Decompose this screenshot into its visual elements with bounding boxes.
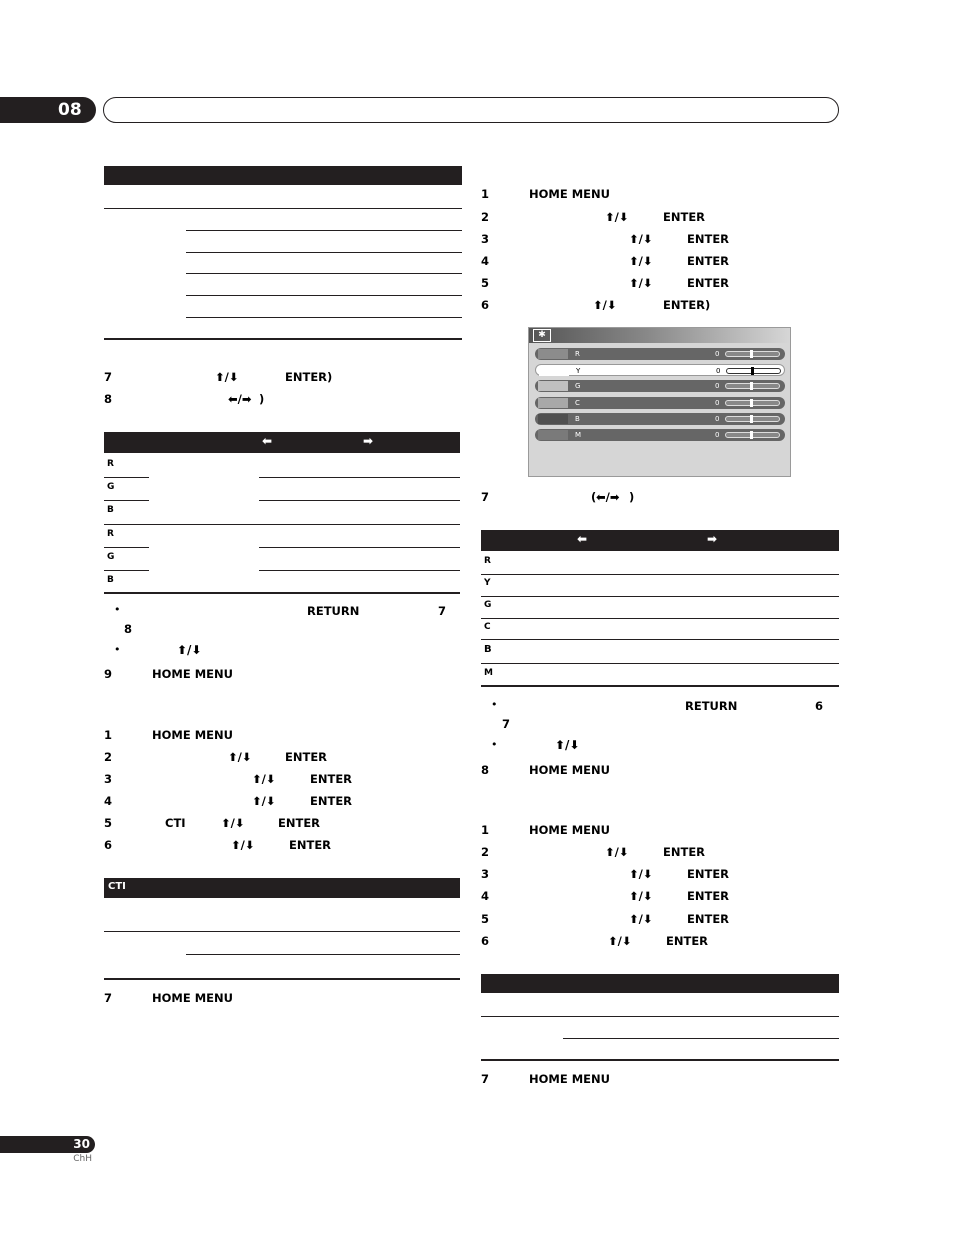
step-8: 8 HOME MENU: [481, 763, 610, 777]
osd-row-label: G: [575, 382, 581, 390]
step-6: 6 ⬆/⬇ ENTER: [481, 934, 709, 948]
right-table-row-label: B: [484, 644, 492, 655]
step-2: 2 ⬆/⬇ ENTER: [481, 845, 706, 859]
home-menu-key: HOME MENU: [152, 991, 233, 1005]
enter-key: ENTER: [663, 845, 706, 859]
home-menu-key: HOME MENU: [529, 763, 610, 777]
table2-divider: [104, 547, 149, 548]
enter-key: ENTER: [687, 276, 730, 290]
step-2: 2 ⬆/⬇ ENTER: [104, 750, 328, 764]
osd-slider[interactable]: [725, 400, 780, 406]
step-7: 7 HOME MENU: [481, 1072, 610, 1086]
right-arrow-icon: ➡: [707, 532, 718, 546]
table2-row-label: G: [107, 552, 115, 562]
right-table2-bottom-rule: [481, 1059, 839, 1061]
color-swatch: [538, 349, 568, 359]
up-down-arrows-icon: ⬆/⬇: [231, 838, 255, 852]
up-down-arrows-icon: ⬆/⬇: [629, 254, 653, 268]
home-menu-key: HOME MENU: [152, 667, 233, 681]
table2-row-label: B: [107, 505, 114, 515]
table2-bottom-rule: [104, 592, 460, 594]
table2-divider: [104, 500, 149, 501]
osd-row-y[interactable]: [535, 364, 785, 376]
step-5: 5 CTI ⬆/⬇ ENTER: [104, 816, 321, 830]
osd-title-bar: [529, 328, 790, 343]
up-down-arrows-icon: ⬆/⬇: [221, 816, 245, 830]
cti-table-header: CTI: [104, 878, 460, 898]
table1-divider: [104, 208, 462, 209]
enter-key: ENTER: [663, 210, 706, 224]
note-step-ref: 7: [438, 604, 447, 618]
up-down-arrows-icon: ⬆/⬇: [555, 738, 580, 752]
up-down-arrows-icon: ⬆/⬇: [252, 794, 276, 808]
osd-row-label: B: [575, 415, 580, 423]
left-arrow-icon: ⬅: [577, 532, 588, 546]
enter-key: ENTER): [663, 298, 711, 312]
chapter-title-bar: [103, 97, 839, 123]
bullet: •: [114, 603, 121, 616]
step-3: 3 ⬆/⬇ ENTER: [481, 232, 730, 246]
return-key: RETURN: [307, 604, 360, 618]
osd-slider[interactable]: [725, 416, 780, 422]
return-key: RETURN: [685, 699, 738, 713]
enter-key: ENTER: [666, 934, 709, 948]
settings-icon: ✱: [533, 329, 551, 342]
step-4: 4 ⬆/⬇ ENTER: [481, 889, 730, 903]
slider-knob[interactable]: [750, 399, 753, 407]
enter-key: ENTER: [310, 772, 353, 786]
slider-knob[interactable]: [750, 350, 753, 358]
step-6: 6 ⬆/⬇ ENTER): [481, 298, 711, 312]
right-table-row-label: M: [484, 668, 493, 678]
enter-key: ENTER): [285, 370, 333, 384]
enter-key: ENTER: [687, 867, 730, 881]
enter-key: ENTER: [278, 816, 321, 830]
table2-divider: [104, 477, 149, 478]
osd-row-value: 0: [716, 367, 721, 375]
osd-row-value: 0: [715, 399, 720, 407]
table1-header: [104, 166, 462, 185]
cti-item: CTI: [165, 816, 186, 830]
enter-key: ENTER: [687, 254, 730, 268]
step-1: 1 HOME MENU: [481, 187, 610, 201]
right-table-row-label: G: [484, 600, 492, 610]
color-swatch: [539, 366, 569, 376]
table2-divider: [259, 477, 460, 478]
home-menu-key: HOME MENU: [529, 187, 610, 201]
right-table-divider: [481, 574, 839, 575]
osd-row-b[interactable]: [535, 413, 785, 425]
right-table2-header: [481, 974, 839, 993]
bullet: •: [491, 738, 498, 751]
table1-divider: [186, 230, 462, 231]
up-down-arrows-icon: ⬆/⬇: [228, 750, 252, 764]
step-9: 9 HOME MENU: [104, 667, 233, 681]
right-arrow-icon: ➡: [363, 434, 374, 448]
slider-knob[interactable]: [750, 382, 753, 390]
osd-row-value: 0: [715, 350, 720, 358]
step-1: 1 HOME MENU: [104, 728, 233, 742]
table1-divider: [186, 252, 462, 253]
page-language-code: ChH: [73, 1154, 92, 1164]
up-down-arrows-icon: ⬆/⬇: [605, 845, 629, 859]
osd-slider[interactable]: [725, 432, 780, 438]
table1-bottom-rule: [104, 338, 462, 340]
step-7: 7 HOME MENU: [104, 991, 233, 1005]
osd-row-value: 0: [715, 415, 720, 423]
color-swatch: [538, 381, 568, 391]
enter-key: ENTER: [310, 794, 353, 808]
bullet: •: [114, 643, 121, 656]
right-table-divider: [481, 663, 839, 664]
table2-row-label: G: [107, 482, 115, 492]
up-down-arrows-icon: ⬆/⬇: [629, 867, 653, 881]
osd-row-g[interactable]: [535, 380, 785, 392]
home-menu-key: HOME MENU: [529, 1072, 610, 1086]
cti-table-divider: [186, 954, 460, 955]
osd-row-label: R: [575, 350, 580, 358]
left-right-arrows-icon: ⬅/➡: [596, 490, 620, 504]
right-table2-divider: [563, 1038, 839, 1039]
home-menu-key: HOME MENU: [152, 728, 233, 742]
table2-divider: [104, 524, 460, 525]
step-5: 5 ⬆/⬇ ENTER: [481, 276, 730, 290]
table1-divider: [186, 273, 462, 274]
chapter-number: 08: [58, 100, 82, 120]
bullet: •: [491, 698, 498, 711]
enter-key: ENTER: [285, 750, 328, 764]
right-table-row-label: C: [484, 622, 491, 632]
table2-row-label: B: [107, 575, 114, 585]
up-down-arrows-icon: ⬆/⬇: [593, 298, 617, 312]
note-step-ref: 6: [815, 699, 824, 713]
osd-row-r[interactable]: [535, 348, 785, 360]
osd-slider[interactable]: [725, 351, 780, 357]
color-swatch: [538, 398, 568, 408]
table2-row-label: R: [107, 459, 114, 469]
slider-knob[interactable]: [751, 367, 754, 375]
cti-table-bottom-rule: [104, 978, 460, 980]
right-table-bottom-rule: [481, 685, 839, 687]
enter-key: ENTER: [687, 912, 730, 926]
up-down-arrows-icon: ⬆/⬇: [215, 370, 239, 384]
osd-row-label: Y: [576, 367, 581, 375]
table2-header: [104, 432, 460, 453]
step-7: 7 ( ⬅/➡ ): [481, 490, 635, 504]
right-table-divider: [481, 618, 839, 619]
table1-divider: [186, 317, 462, 318]
right-table-header: [481, 530, 839, 551]
up-down-arrows-icon: ⬆/⬇: [252, 772, 276, 786]
enter-key: ENTER: [289, 838, 332, 852]
up-down-arrows-icon: ⬆/⬇: [177, 643, 202, 657]
slider-knob[interactable]: [750, 415, 753, 423]
note-step-ref: 8: [124, 622, 133, 636]
table2-divider: [259, 547, 460, 548]
table1-divider: [186, 295, 462, 296]
step-6: 6 ⬆/⬇ ENTER: [104, 838, 332, 852]
table2-divider: [259, 500, 460, 501]
up-down-arrows-icon: ⬆/⬇: [629, 912, 653, 926]
right-table-divider: [481, 639, 839, 640]
enter-key: ENTER: [687, 232, 730, 246]
slider-knob[interactable]: [750, 431, 753, 439]
osd-row-value: 0: [715, 431, 720, 439]
right-table-row-label: Y: [484, 578, 491, 588]
step-4: 4 ⬆/⬇ ENTER: [104, 794, 353, 808]
page-number: 30: [73, 1137, 90, 1151]
enter-key: ENTER: [687, 889, 730, 903]
table2-divider: [104, 570, 149, 571]
home-menu-key: HOME MENU: [529, 823, 610, 837]
step-7: 7 ⬆/⬇ ENTER): [104, 370, 333, 384]
osd-row-m[interactable]: [535, 429, 785, 441]
up-down-arrows-icon: ⬆/⬇: [629, 889, 653, 903]
step-8: 8 ⬅/➡ ): [104, 392, 265, 406]
note-step-ref: 7: [502, 717, 511, 731]
right-table2-divider: [481, 1016, 839, 1017]
right-table-row-label: R: [484, 556, 491, 566]
osd-row-value: 0: [715, 382, 720, 390]
step-3: 3 ⬆/⬇ ENTER: [104, 772, 353, 786]
up-down-arrows-icon: ⬆/⬇: [629, 232, 653, 246]
step-4: 4 ⬆/⬇ ENTER: [481, 254, 730, 268]
left-right-arrows-icon: ⬅/➡: [228, 392, 252, 406]
up-down-arrows-icon: ⬆/⬇: [605, 210, 629, 224]
step-3: 3 ⬆/⬇ ENTER: [481, 867, 730, 881]
color-swatch: [538, 430, 568, 440]
up-down-arrows-icon: ⬆/⬇: [629, 276, 653, 290]
table2-row-label: R: [107, 529, 114, 539]
step-5: 5 ⬆/⬇ ENTER: [481, 912, 730, 926]
up-down-arrows-icon: ⬆/⬇: [608, 934, 632, 948]
osd-row-label: M: [575, 431, 582, 439]
step-2: 2 ⬆/⬇ ENTER: [481, 210, 706, 224]
left-arrow-icon: ⬅: [262, 434, 273, 448]
cti-table-divider: [104, 931, 460, 932]
osd-row-c[interactable]: [535, 397, 785, 409]
right-table-divider: [481, 596, 839, 597]
table2-divider: [259, 570, 460, 571]
osd-slider[interactable]: [725, 383, 780, 389]
osd-slider[interactable]: [726, 368, 781, 374]
osd-row-label: C: [575, 399, 580, 407]
color-swatch: [538, 414, 568, 424]
step-1: 1 HOME MENU: [481, 823, 610, 837]
